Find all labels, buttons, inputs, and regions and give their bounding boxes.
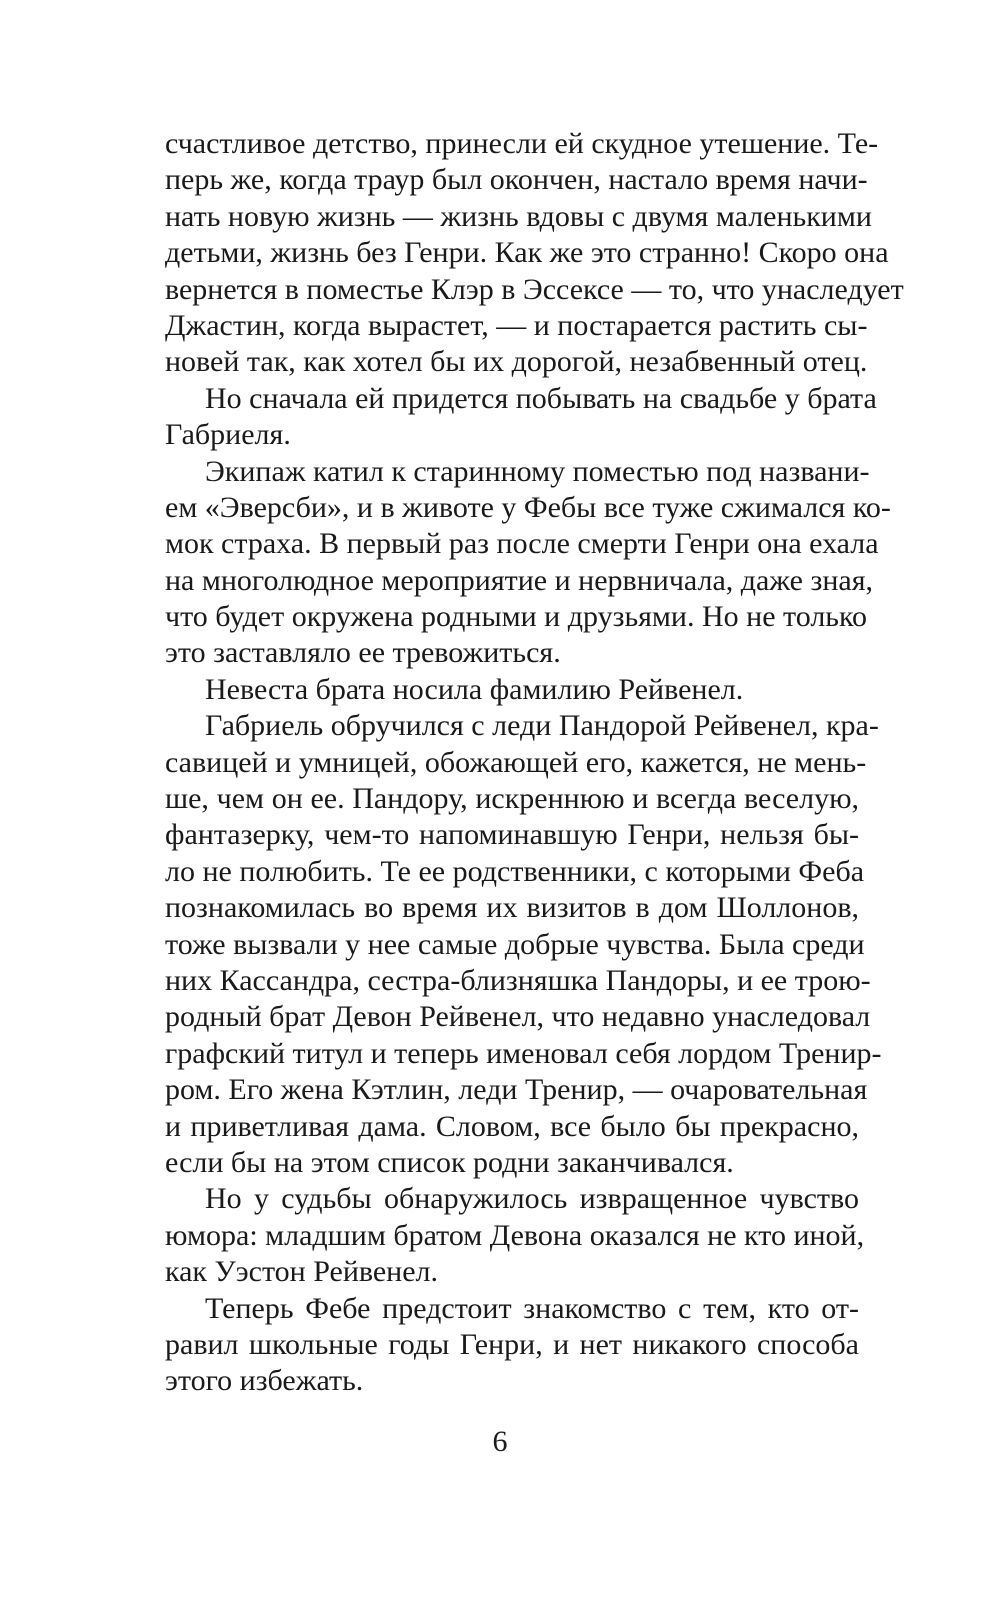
text-line: познакомилась во время их визитов в дом Шоллонов, [165,891,859,925]
text-line: детьми, жизнь без Генри. Как же это странно! Скоро она [165,236,889,270]
text-line: и приветливая дама. Словом, все было бы прекрасно, [165,1109,859,1143]
text-line: Но сначала ей придется побывать на свадьбе у брата [205,381,877,415]
text-line: Невеста брата носила фамилию Рейвенел. [205,672,744,706]
text-line: юмора: младшим братом Девона оказался не кто иной, [165,1218,865,1252]
text-line: савицей и умницей, обожающей его, кажется, не мень- [165,745,867,779]
text-line: них Кассандра, сестра-близняшка Пандоры, и ее трою- [165,963,871,997]
text-line: что будет окружена родными и друзьями. Но не только [165,600,868,634]
text-line: Экипаж катил к старинному поместью под названи- [205,454,870,488]
text-line: счастливое детство, принесли ей скудное утешение. Те- [165,127,879,160]
text-line: на многолюдное мероприятие и нервничала, даже зная, [165,563,874,597]
text-line: этого избежать. [165,1364,364,1398]
text-line: как Уэстон Рейвенел. [165,1255,439,1289]
page-number: 6 [492,1425,508,1458]
text-line: вернется в поместье Клэр в Эссексе — то, что унаследует [165,272,904,306]
text-line: ем «Эверсби», и в животе у Фебы все туже сжимался ко- [165,490,891,524]
text-line: родный брат Девон Рейвенел, что недавно унаследовал [165,1000,871,1034]
text-line: графский титул и теперь именовал себя лордом Тренир- [165,1036,882,1070]
text-line: тоже вызвали у нее самые добрые чувства. Была среди [165,927,865,961]
text-line: Габриель обручился с леди Пандорой Рейвенел, кра- [205,709,879,743]
text-line: Теперь Фебе предстоит знакомство с тем, кто от- [205,1291,859,1325]
text-line: перь же, когда траур был окончен, настало время начи- [165,163,868,197]
text-line: Джастин, когда вырастет, — и постарается растить сы- [165,308,868,342]
text-line: мок страха. В первый раз после смерти Генри она ехала [165,527,879,561]
text-line: Габриеля. [165,418,291,452]
text-line: это заставляло ее тревожиться. [165,636,561,670]
text-line: равил школьные годы Генри, и нет никакого способа [165,1327,859,1361]
text-line: Но у судьбы обнаружилось извращенное чувство [205,1182,859,1216]
text-line: ром. Его жена Кэтлин, леди Тренир, — очаровательная [165,1073,868,1107]
text-line: новей так, как хотел бы их дорогой, незабвенный отец. [165,345,868,379]
text-line: нать новую жизнь — жизнь вдовы с двумя маленькими [165,199,872,233]
text-line: если бы на этом список родни заканчивался. [165,1145,734,1179]
body-text [165,126,904,1400]
text-line: ше, чем он ее. Пандору, искреннюю и всегда веселую, [165,782,859,816]
text-line: ло не полюбить. Те ее родственники, с которыми Феба [165,854,865,888]
text-line: фантазерку, чем-то напоминавшую Генри, нельзя бы- [165,818,859,852]
